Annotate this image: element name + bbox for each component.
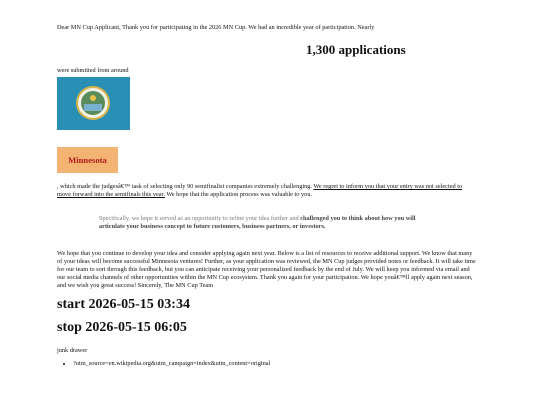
- para1-lead: , which made the judgesâ€™ task of selecting only 90 semifinalist companies extremely challenging.: [57, 183, 314, 190]
- stop-timestamp: stop 2026-05-15 06:05: [57, 320, 187, 335]
- quote-lead: Specifically, we hope it served as an opportunity to refine your idea further and: [99, 215, 301, 222]
- submitted-from-text: were submitted from around: [57, 67, 129, 74]
- flag-seal-water: [84, 104, 102, 111]
- para1-tail: We hope that the application process was valuable to you.: [164, 191, 313, 198]
- minnesota-badge: Minnesota: [57, 147, 118, 173]
- junk-drawer-list: [65, 360, 270, 368]
- flag-seal-sun: [90, 95, 96, 101]
- start-timestamp: start 2026-05-15 03:34: [57, 297, 190, 312]
- rejection-notice-link[interactable]: We regret to inform you that your entry was not selected to move forward into the semifinals this year.: [57, 183, 463, 198]
- list-item[interactable]: • ?utm_source=en.wikipedia.org&utm_campaign=index&utm_content=original: [73, 360, 270, 368]
- intro-text: Dear MN Cup Applicant, Thank you for participating in the 2026 MN Cup. We had an incredible year of participation. Nearly: [57, 24, 375, 31]
- blockquote: [99, 215, 429, 231]
- applications-count: 1,300 applications: [306, 42, 406, 57]
- junk-drawer-heading: junk drawer: [57, 347, 88, 354]
- flag-seal: [81, 91, 105, 115]
- minnesota-flag-image: [57, 77, 130, 130]
- rejection-paragraph: [57, 183, 477, 199]
- quote-emphasis: challenged you to think about how you will articulate your business concept to future customers, business partners, or investors.: [99, 215, 416, 230]
- resources-paragraph: We hope that you continue to develop your idea and consider applying again next year. Below is a list of resources to receive additional support. We know that many of your ideas will become successful Minnesota ventures! Further, as your application was reviewed, the MN Cup judges provided notes or feedback. It will take time for our team to sort through this feedback, but you can anticipate receiving your personalized feedback by the end of July. We will keep you informed via email and our social media channels of other opportunities within the MN Cup ecosystem. Thank you again for your participation. We hope youâ€™ll apply again next season, and we wish you great success! Sincerely, The MN Cup Team: [57, 250, 476, 289]
